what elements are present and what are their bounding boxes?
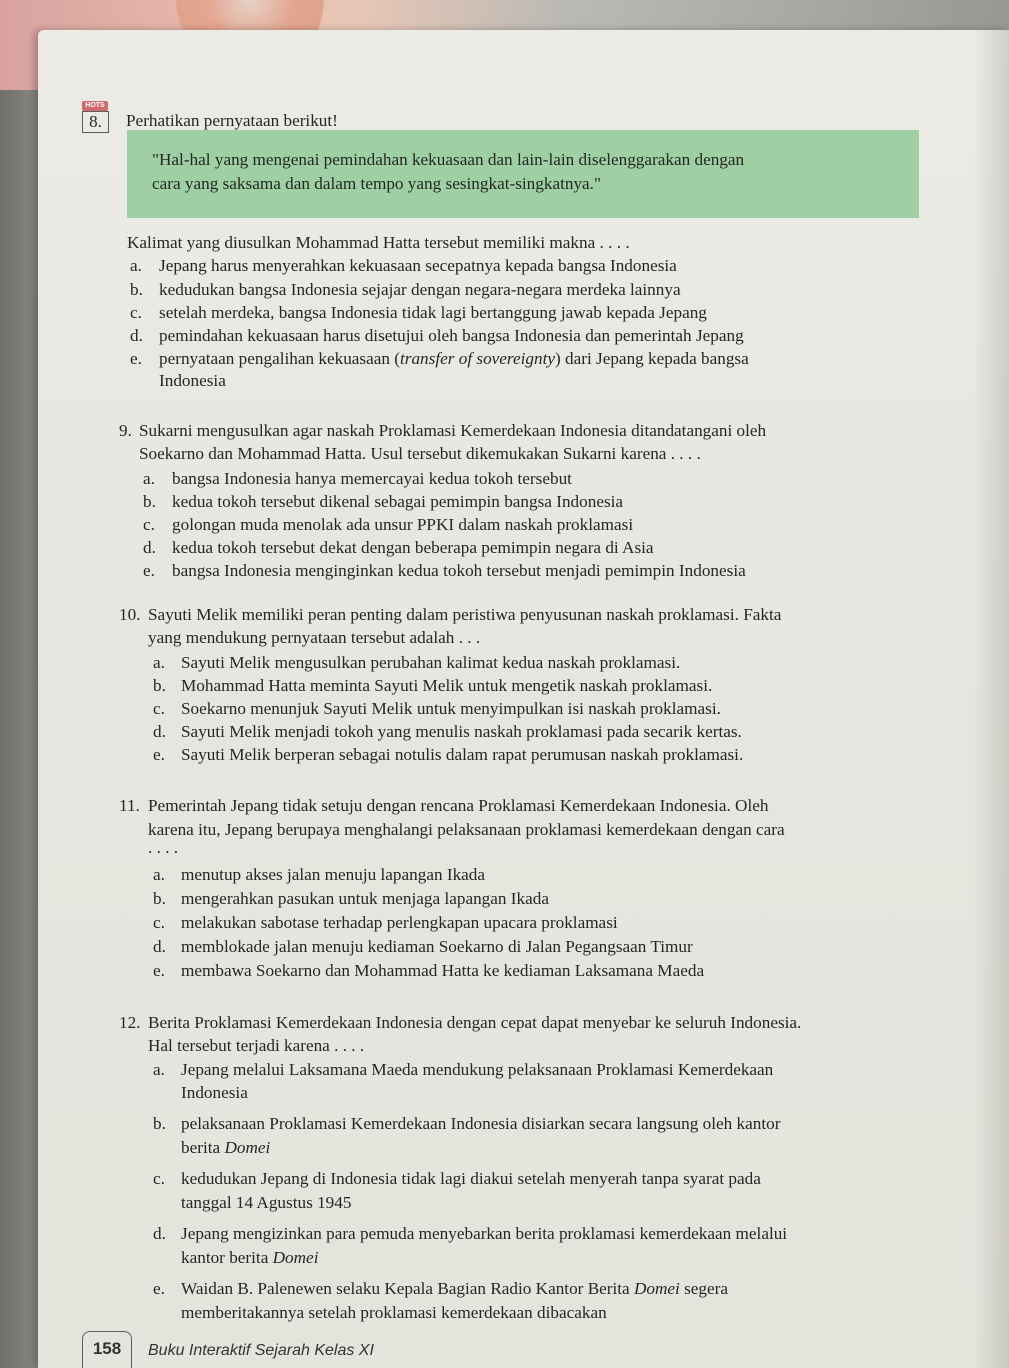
option-letter: e. <box>153 961 165 980</box>
option-9a <box>119 468 929 491</box>
question-9-stem-line-1 <box>119 420 929 443</box>
option-text: Indonesia <box>159 371 226 390</box>
option-11b <box>119 888 929 912</box>
option-letter: b. <box>153 1114 166 1133</box>
option-letter: a. <box>153 653 165 672</box>
question-11-stem-line-3 <box>119 838 929 864</box>
option-letter: c. <box>153 699 165 718</box>
question-number: 12. <box>119 1013 141 1032</box>
option-text: Jepang harus menyerahkan kekuasaan secepatnya kepada bangsa Indonesia <box>159 256 677 275</box>
question-number: 9. <box>119 421 132 440</box>
question-9-stem-line-2 <box>119 443 929 468</box>
option-text: kedudukan Jepang di Indonesia tidak lagi diakui setelah menyerah tanpa syarat pada <box>181 1169 761 1188</box>
option-text: Sayuti Melik menjadi tokoh yang menulis naskah proklamasi pada secarik kertas. <box>181 722 742 741</box>
option-text: golongan muda menolak ada unsur PPKI dalam naskah proklamasi <box>172 515 634 534</box>
question-number: 10. <box>119 605 141 624</box>
option-letter: c. <box>143 515 155 534</box>
option-letter: e. <box>153 745 165 764</box>
hots-badge: HOTS <box>82 101 108 111</box>
option-text: menutup akses jalan menuju lapangan Ikada <box>181 865 486 884</box>
question-9 <box>119 420 929 583</box>
question-8-stem: Kalimat yang diusulkan Mohammad Hatta tersebut memiliki makna . . . . <box>127 233 630 252</box>
option-text: Sayuti Melik berperan sebagai notulis dalam rapat perumusan naskah proklamasi. <box>181 745 744 764</box>
question-12-stem-line-2 <box>119 1035 939 1059</box>
question-8-number: 8. <box>82 111 109 133</box>
option-text <box>159 348 749 370</box>
option-letter: d. <box>153 1224 166 1243</box>
option-text: Mohammad Hatta meminta Sayuti Melik untuk mengetik naskah proklamasi. <box>181 676 713 695</box>
option-text: tanggal 14 Agustus 1945 <box>181 1193 352 1212</box>
option-text: Soekarno menunjuk Sayuti Melik untuk menyimpulkan isi naskah proklamasi. <box>181 699 721 718</box>
option-11e <box>119 960 929 984</box>
option-text: setelah merdeka, bangsa Indonesia tidak lagi bertanggung jawab kepada Jepang <box>159 303 707 322</box>
question-text: Pemerintah Jepang tidak setuju dengan rencana Proklamasi Kemerdekaan Indonesia. Oleh <box>148 796 769 815</box>
option-9c <box>119 514 929 537</box>
option-letter: a. <box>153 865 165 884</box>
option-letter: a. <box>143 469 155 488</box>
option-letter: d. <box>130 326 143 345</box>
option-8e-continued <box>127 370 927 392</box>
quote-line-1: "Hal-hal yang mengenai pemindahan kekuasaan dan lain-lain diselenggarakan dengan <box>152 150 745 169</box>
question-8-intro: Perhatikan pernyataan berikut! <box>126 111 338 130</box>
option-text: memberitakannya setelah proklamasi kemerdekaan dibacakan <box>181 1303 607 1322</box>
option-letter: a. <box>130 256 142 275</box>
question-text: . . . . <box>148 838 179 857</box>
option-8a <box>127 255 927 279</box>
option-9d <box>119 537 929 560</box>
option-10d <box>119 721 929 744</box>
question-text: karena itu, Jepang berupaya menghalangi pelaksanaan proklamasi kemerdekaan dengan cara <box>148 820 785 839</box>
option-text: mengerahkan pasukan untuk menjaga lapangan Ikada <box>181 889 549 908</box>
book-title: Buku Interaktif Sejarah Kelas XI <box>148 1342 374 1359</box>
option-12a <box>119 1059 939 1082</box>
option-letter: e. <box>143 561 155 580</box>
question-text: Sukarni mengusulkan agar naskah Proklamasi Kemerdekaan Indonesia ditandatangani oleh <box>139 421 767 440</box>
option-9b <box>119 491 929 514</box>
option-text: bangsa Indonesia menginginkan kedua tokoh tersebut menjadi pemimpin Indonesia <box>172 561 746 580</box>
option-text: melakukan sabotase terhadap perlengkapan upacara proklamasi <box>181 913 618 932</box>
question-10-stem-line-2 <box>119 627 929 652</box>
option-12d-continued <box>119 1247 939 1278</box>
option-text: pemindahan kekuasaan harus disetujui oleh bangsa Indonesia dan pemerintah Jepang <box>159 326 744 345</box>
option-10b <box>119 675 929 698</box>
option-12a-continued <box>119 1082 939 1113</box>
option-text-part: Waidan B. Palenewen selaku Kepala Bagian Radio Kantor Berita <box>181 1279 634 1298</box>
option-letter: b. <box>153 676 166 695</box>
option-letter: e. <box>153 1279 165 1298</box>
option-12b <box>119 1113 939 1137</box>
question-text: Hal tersebut terjadi karena . . . . <box>148 1036 365 1055</box>
option-12e <box>119 1278 939 1302</box>
option-text <box>181 1247 318 1269</box>
question-10 <box>119 604 929 767</box>
option-8d <box>127 325 927 348</box>
option-text-part: segera <box>679 1279 729 1298</box>
option-letter: c. <box>153 913 165 932</box>
option-8b <box>127 279 927 302</box>
option-text: Sayuti Melik mengusulkan perubahan kalimat kedua naskah proklamasi. <box>181 653 681 672</box>
option-text-italic: Domei <box>272 1248 319 1267</box>
option-letter: e. <box>130 349 142 368</box>
option-text-italic: transfer of sovereignty <box>400 349 555 368</box>
option-letter: d. <box>153 937 166 956</box>
question-12 <box>119 1012 939 1326</box>
option-text: Jepang mengizinkan para pemuda menyebarkan berita proklamasi kemerdekaan melalui <box>181 1224 788 1243</box>
option-text: kedua tokoh tersebut dekat dengan beberapa pemimpin negara di Asia <box>172 538 654 557</box>
option-text-part: pernyataan pengalihan kekuasaan ( <box>159 349 400 368</box>
option-text: pelaksanaan Proklamasi Kemerdekaan Indonesia disiarkan secara langsung oleh kantor <box>181 1114 781 1133</box>
page-number: 158 <box>82 1331 132 1368</box>
question-11-stem-line-2 <box>119 819 929 843</box>
option-8c <box>127 302 927 325</box>
question-text: Sayuti Melik memiliki peran penting dalam peristiwa penyusunan naskah proklamasi. Fakta <box>148 605 782 624</box>
option-text-part: kantor berita <box>181 1248 273 1267</box>
option-text-part: berita <box>181 1138 225 1157</box>
quote-box <box>127 130 919 218</box>
question-text: Berita Proklamasi Kemerdekaan Indonesia dengan cepat dapat menyebar ke seluruh Indonesia. <box>148 1013 802 1032</box>
option-text-italic: Domei <box>224 1138 271 1157</box>
option-text-italic: Domei <box>633 1279 680 1298</box>
option-letter: b. <box>130 280 143 299</box>
option-10a <box>119 652 929 675</box>
option-12c-continued <box>119 1192 939 1223</box>
option-12e-continued <box>119 1302 939 1326</box>
option-10e <box>119 744 929 767</box>
option-9e <box>119 560 929 583</box>
option-12b-continued <box>119 1137 939 1168</box>
option-10c <box>119 698 929 721</box>
question-11-stem-line-1 <box>119 795 929 819</box>
option-12d <box>119 1223 939 1247</box>
option-11a <box>119 864 929 888</box>
option-12c <box>119 1168 939 1192</box>
option-text: kedua tokoh tersebut dikenal sebagai pemimpin bangsa Indonesia <box>172 492 624 511</box>
option-letter: a. <box>153 1060 165 1079</box>
question-12-stem-line-1 <box>119 1012 939 1035</box>
option-letter: c. <box>130 303 142 322</box>
option-text: bangsa Indonesia hanya memercayai kedua tokoh tersebut <box>172 469 572 488</box>
option-letter: d. <box>143 538 156 557</box>
option-11c <box>119 912 929 936</box>
option-text-part: ) dari Jepang kepada bangsa <box>554 349 749 368</box>
option-text <box>181 1278 728 1300</box>
option-text: Jepang melalui Laksamana Maeda mendukung pelaksanaan Proklamasi Kemerdekaan <box>181 1060 774 1079</box>
option-text: kedudukan bangsa Indonesia sejajar dengan negara-negara merdeka lainnya <box>159 280 681 299</box>
question-text: Soekarno dan Mohammad Hatta. Usul tersebut dikemukakan Sukarni karena . . . . <box>139 444 701 463</box>
question-text: yang mendukung pernyataan tersebut adalah . . . <box>148 628 481 647</box>
question-8-body <box>127 232 927 392</box>
option-text <box>181 1137 270 1159</box>
question-number: 11. <box>119 796 140 815</box>
option-letter: d. <box>153 722 166 741</box>
option-text: Indonesia <box>181 1083 248 1102</box>
option-letter: b. <box>153 889 166 908</box>
option-8e <box>127 348 927 370</box>
option-text: membawa Soekarno dan Mohammad Hatta ke kediaman Laksamana Maeda <box>181 961 705 980</box>
question-11 <box>119 795 929 984</box>
option-11d <box>119 936 929 960</box>
question-10-stem-line-1 <box>119 604 929 627</box>
quote-line-2: cara yang saksama dan dalam tempo yang sesingkat-singkatnya." <box>152 174 601 193</box>
option-text: memblokade jalan menuju kediaman Soekarno di Jalan Pegangsaan Timur <box>181 937 693 956</box>
option-letter: b. <box>143 492 156 511</box>
option-letter: c. <box>153 1169 165 1188</box>
